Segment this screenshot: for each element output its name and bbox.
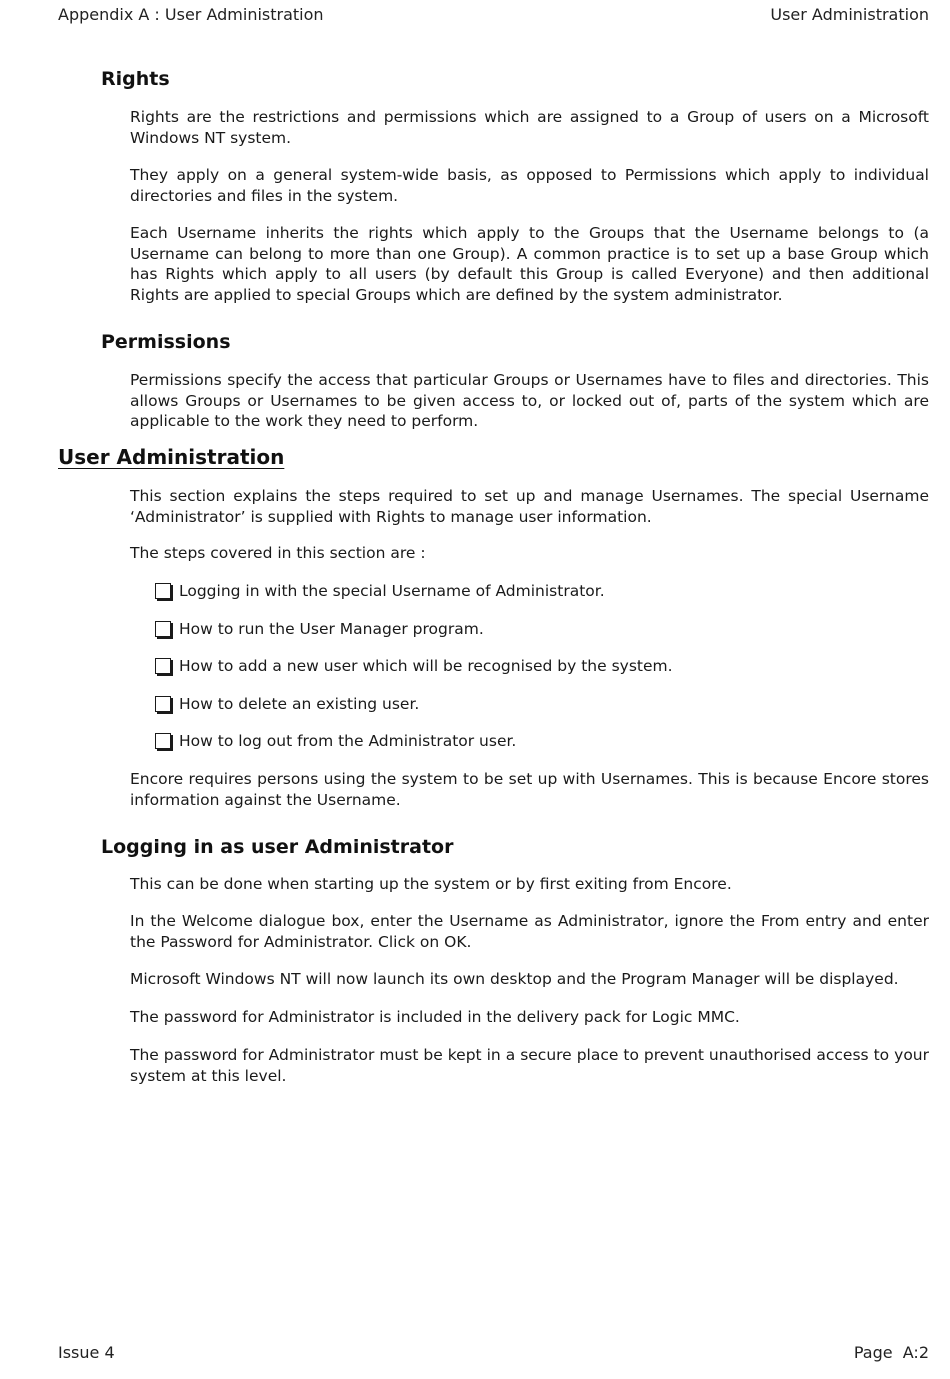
list-item-text: How to delete an existing user. <box>179 695 420 713</box>
page-header <box>58 5 929 25</box>
list-item <box>155 731 516 752</box>
footer-page-number: Page A:2 <box>853 1343 929 1362</box>
rights-heading: Rights <box>101 68 170 90</box>
rights-paragraph-1: Rights are the restrictions and permissions which are assigned to a Group of users on a Microsoft Windows NT system. <box>130 108 929 147</box>
user-admin-paragraph-3: Encore requires persons using the system to be set up with Usernames. This is because Encore stores information against the Username. <box>130 770 929 809</box>
logging-in-paragraph-5: The password for Administrator must be kept in a secure place to prevent unauthorised access to your system at this level. <box>130 1046 929 1085</box>
rights-paragraph-2: They apply on a general system-wide basis, as opposed to Permissions which apply to individual directories and files in the system. <box>130 166 929 205</box>
checkbox-bullet-icon <box>155 621 171 637</box>
list-item <box>155 619 484 640</box>
list-item-text: How to log out from the Administrator user. <box>179 732 517 750</box>
list-item-text: How to add a new user which will be recognised by the system. <box>179 657 673 675</box>
logging-in-paragraph-1: This can be done when starting up the system or by first exiting from Encore. <box>130 875 732 893</box>
list-item <box>155 694 419 715</box>
logging-in-paragraph-4: The password for Administrator is included in the delivery pack for Logic MMC. <box>130 1008 740 1026</box>
checkbox-bullet-icon <box>155 696 171 712</box>
rights-paragraph-3: Each Username inherits the rights which apply to the Groups that the Username belongs to (a Username can belong to more than one Group). A common practice is to set up a base Group which has Rights which apply to all users (by default this Group is called Everyone) and then additional Rights are applied to special Groups which are defined by the system administrator. <box>130 224 929 304</box>
user-admin-paragraph-2: The steps covered in this section are : <box>130 544 426 562</box>
footer-issue: Issue 4 <box>58 1343 115 1362</box>
list-item <box>155 656 673 677</box>
permissions-heading: Permissions <box>101 331 231 353</box>
user-administration-heading: User Administration <box>58 445 285 469</box>
checkbox-bullet-icon <box>155 658 171 674</box>
permissions-paragraph-1: Permissions specify the access that particular Groups or Usernames have to files and directories. This allows Groups or Usernames to be given access to, or locked out of, parts of the system which are applicable to the work they need to perform. <box>130 371 929 430</box>
user-admin-paragraph-1: This section explains the steps required to set up and manage Usernames. The special Username ‘Administrator’ is supplied with Rights to manage user information. <box>130 487 929 526</box>
header-left: Appendix A : User Administration <box>58 5 324 24</box>
logging-in-paragraph-3: Microsoft Windows NT will now launch its own desktop and the Program Manager will be displayed. <box>130 970 899 988</box>
checkbox-bullet-icon <box>155 733 171 749</box>
checkbox-bullet-icon <box>155 583 171 599</box>
header-right: User Administration <box>770 5 929 24</box>
logging-in-heading: Logging in as user Administrator <box>101 836 454 858</box>
page-footer <box>58 1343 929 1363</box>
list-item-text: How to run the User Manager program. <box>179 620 484 638</box>
logging-in-paragraph-2: In the Welcome dialogue box, enter the Username as Administrator, ignore the From entry and enter the Password for Administrator. Click on OK. <box>130 912 929 951</box>
list-item <box>155 581 605 602</box>
list-item-text: Logging in with the special Username of Administrator. <box>179 582 605 600</box>
